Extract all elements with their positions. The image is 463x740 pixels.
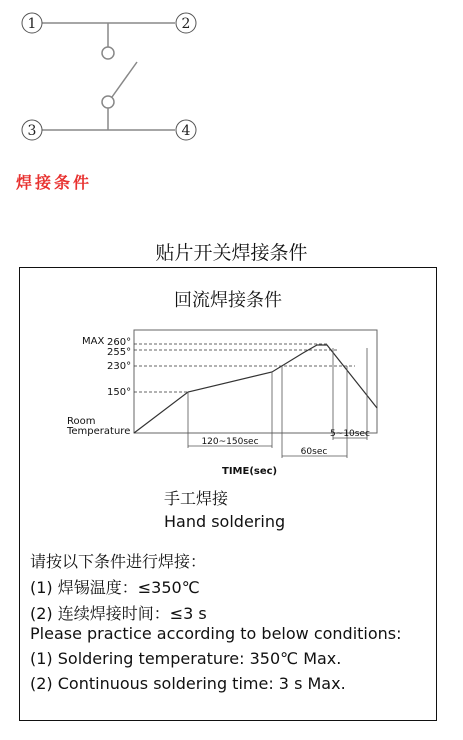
- terminal-2-label: 2: [181, 16, 191, 32]
- above-duration-label: 60sec: [300, 447, 328, 457]
- temp-label-260: 260°: [107, 337, 132, 348]
- profile-frame: [134, 330, 377, 433]
- max-label: MAX: [82, 336, 105, 347]
- condition-line-cn-intro: 请按以下条件进行焊接：: [30, 552, 207, 571]
- condition-line-en-intro: Please practice according to below conditions:: [30, 624, 402, 643]
- lower-contact: [102, 96, 114, 108]
- preheat-duration-label: 120~150sec: [201, 437, 259, 447]
- condition-line-cn-temp: (1) 焊锡温度：≤350℃: [30, 578, 200, 597]
- hand-soldering-title-cn: 手工焊接: [164, 489, 229, 508]
- diagram-caption: 贴片开关焊接条件: [155, 242, 308, 264]
- peak-duration-label: 5~10sec: [330, 429, 370, 439]
- temperature-profile: [134, 345, 377, 433]
- temperature-label: Temperature: [67, 426, 131, 437]
- switch-lever: [112, 62, 137, 97]
- upper-contact: [102, 47, 114, 59]
- room-label: Room: [67, 416, 96, 427]
- temp-label-230: 230°: [107, 361, 132, 372]
- condition-line-cn-time: (2) 连续焊接时间：≤3 s: [30, 604, 207, 623]
- hand-soldering-title-en: Hand soldering: [164, 512, 286, 531]
- terminal-4-label: 4: [181, 123, 191, 139]
- reflow-title: 回流焊接条件: [174, 290, 282, 311]
- switch-schematic: [0, 0, 230, 160]
- time-axis-label: TIME(sec): [222, 466, 278, 477]
- temp-label-255: 255°: [107, 347, 132, 358]
- soldering-spec-box: [19, 267, 437, 721]
- condition-line-en-temp: (1) Soldering temperature: 350℃ Max.: [30, 649, 342, 668]
- temp-label-150: 150°: [107, 387, 132, 398]
- terminal-1-label: 1: [27, 16, 37, 32]
- condition-line-en-time: (2) Continuous soldering time: 3 s Max.: [30, 674, 346, 693]
- terminal-3-label: 3: [27, 123, 37, 139]
- reflow-profile-chart: [20, 268, 438, 483]
- section-heading: 焊接条件: [16, 173, 93, 192]
